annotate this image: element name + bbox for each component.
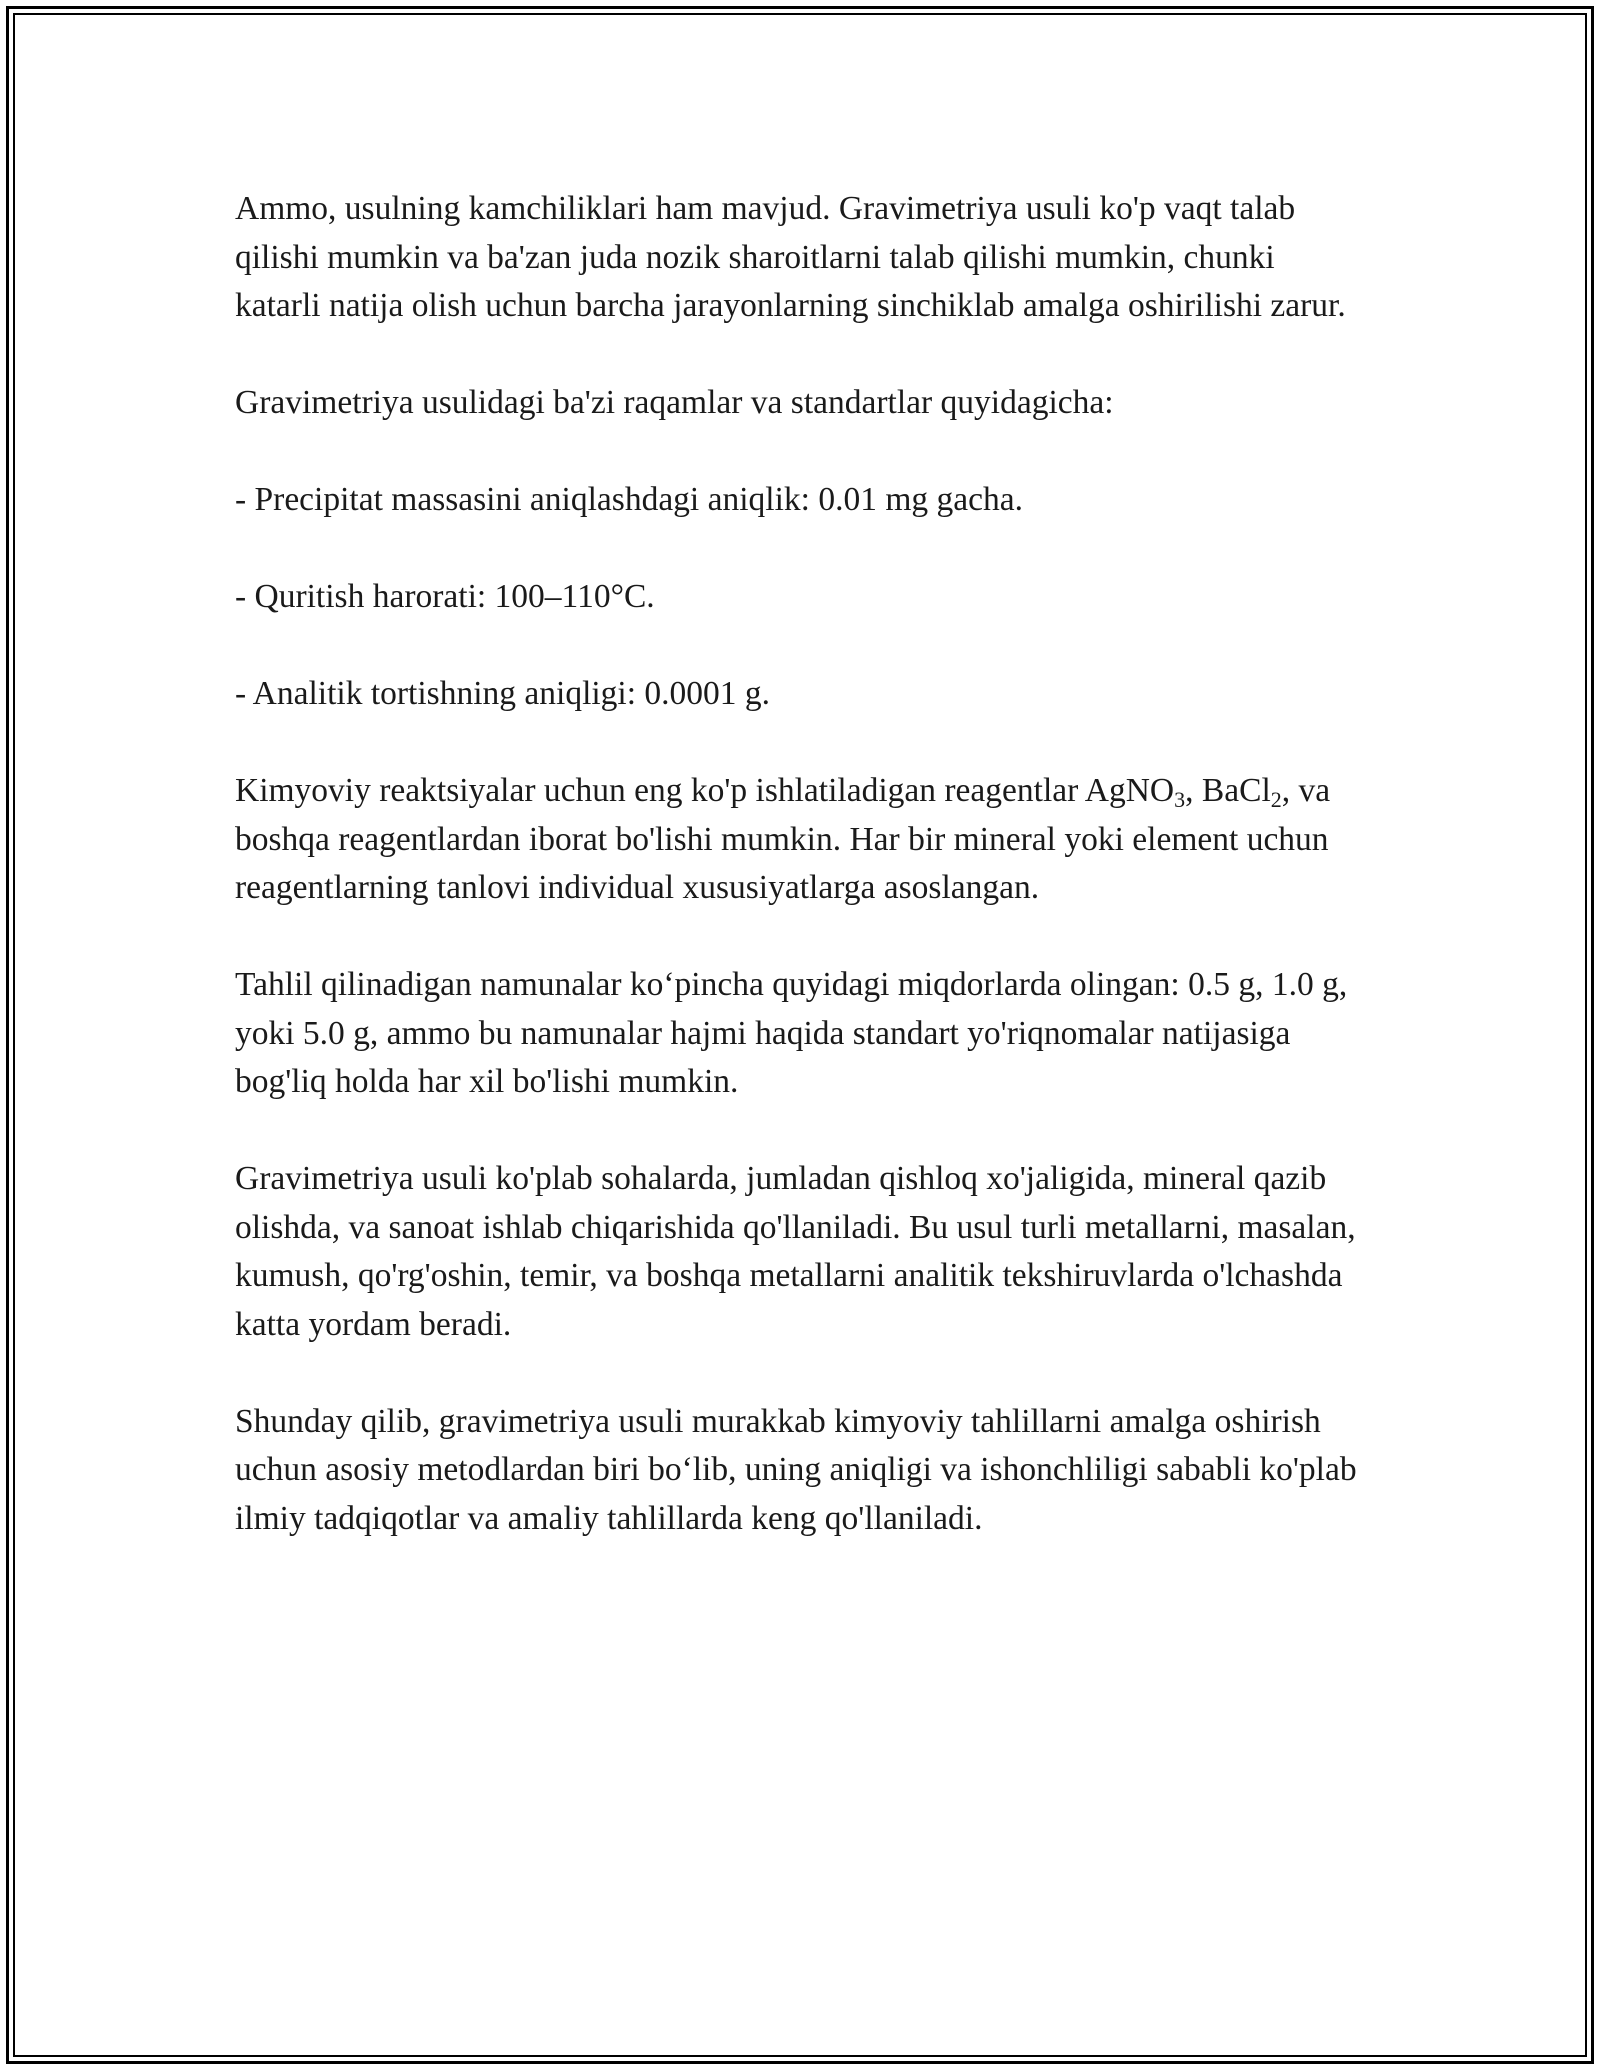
list-item-weighing-accuracy: - Analitik tortishning aniqligi: 0.0001 g.	[235, 675, 771, 712]
document-body	[235, 185, 1365, 1592]
paragraph-standards-intro: Gravimetriya usulidagi ba'zi raqamlar va standartlar quyidagicha:	[235, 384, 1114, 421]
reagents-text-2: , BaCl	[1185, 772, 1271, 809]
list-item-drying-temperature: - Quritish harorati: 100–110°C.	[235, 578, 655, 615]
paragraph-reagents	[235, 767, 1365, 913]
subscript-3: 3	[1174, 787, 1186, 812]
subscript-2: 2	[1270, 787, 1282, 812]
paragraph-conclusion: Shunday qilib, gravimetriya usuli murakkab kimyoviy tahlillarni amalga oshirish uchun asosiy metodlardan biri bo‘lib, uning aniqligi va ishonchliligi sababli ko'plab ilmiy tadqiqotlar va amaliy tahlillarda keng qo'llaniladi.	[235, 1402, 1357, 1537]
paragraph-applications: Gravimetriya usuli ko'plab sohalarda, jumladan qishloq xo'jaligida, mineral qazib olishda, va sanoat ishlab chiqarishida qo'llaniladi. Bu usul turli metallarni, masalan, kumush, qo'rg'oshin, temir, va boshqa metallarni analitik tekshiruvlarda o'lchashda katta yordam beradi.	[235, 1160, 1356, 1343]
paragraph-samples: Tahlil qilinadigan namunalar ko‘pincha quyidagi miqdorlarda olingan: 0.5 g, 1.0 g, yoki 5.0 g, ammo bu namunalar hajmi haqida standart yo'riqnomalar natijasiga bog'liq holda har xil bo'lishi mumkin.	[235, 966, 1348, 1100]
list-item-precision: - Precipitat massasini aniqlashdagi aniqlik: 0.01 mg gacha.	[235, 481, 1024, 518]
paragraph-drawbacks: Ammo, usulning kamchiliklari ham mavjud. Gravimetriya usuli ko'p vaqt talab qilishi mumkin va ba'zan juda nozik sharoitlarni talab qilishi mumkin, chunki katarli natija olish uchun barcha jarayonlarning sinchiklab amalga oshirilishi zarur.	[235, 190, 1346, 324]
reagents-text-3: , va boshqa reagentlardan iborat bo'lishi mumkin. Har bir mineral yoki element uchun reagentlarning tanlovi individual xususiyatlarga asoslangan.	[235, 772, 1331, 906]
reagents-text-1: Kimyoviy reaktsiyalar uchun eng ko'p ishlatiladigan reagentlar AgNO	[235, 772, 1175, 809]
